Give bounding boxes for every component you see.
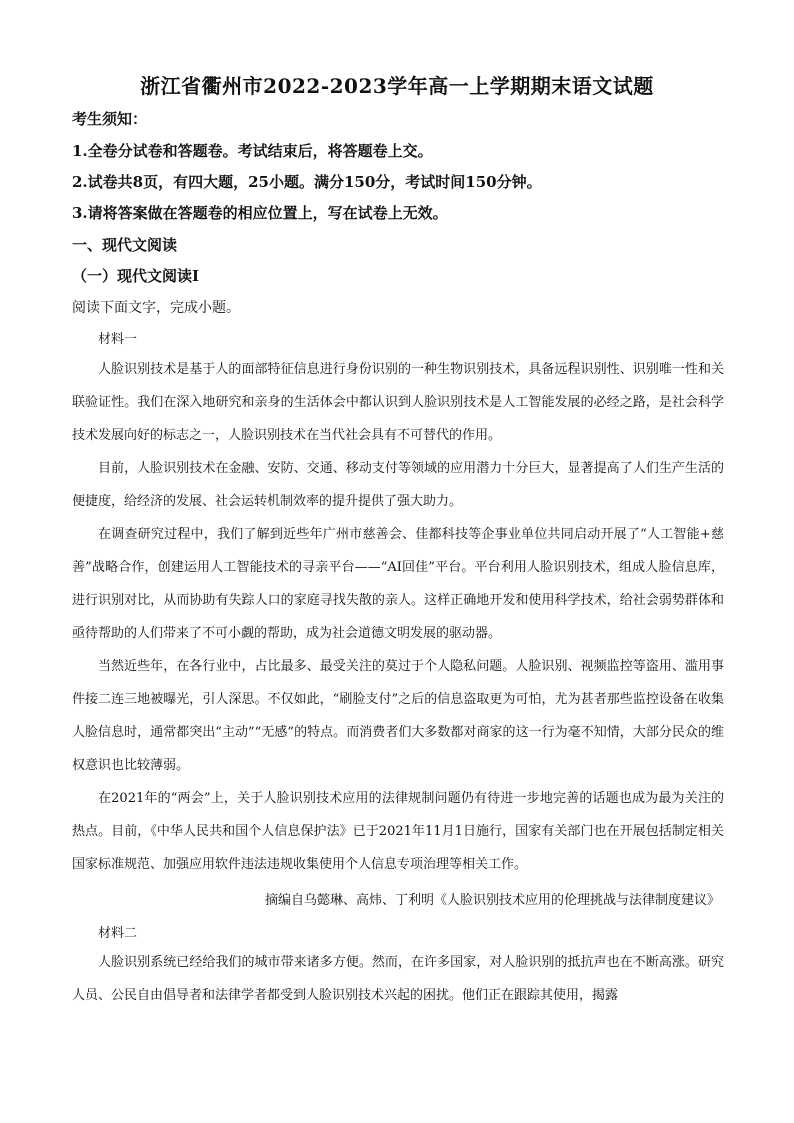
material-2-paragraph: 人脸识别系统已经给我们的城市带来诸多方便。然而，在许多国家，对人脸识别的抵抗声也在不断高涨。研究人员、公民自由倡导者和法律学者都受到人脸识别技术兴起的困扰。他们正在跟踪其使用，揭露 xyxy=(72,955,724,1003)
notice-item-3: 3.请将答案做在答题卷的相应位置上，写在试卷上无效。 xyxy=(72,204,448,222)
notice-item-1: 1.全卷分试卷和答题卷。考试结束后，将答题卷上交。 xyxy=(72,142,433,160)
material-1-paragraph: 目前，人脸识别技术在金融、安防、交通、移动支付等领域的应用潜力十分巨大，显著提高了人们生产生活的便捷度，给经济的发展、社会运转机制效率的提升提供了强大助力。 xyxy=(72,461,724,509)
page-title: 浙江省衢州市2022-2023学年高一上学期期末语文试题 xyxy=(140,74,654,98)
material-1-paragraph: 在2021年的“两会”上，关于人脸识别技术应用的法律规制问题仍有待进一步地完善的话题也成为最为关注的热点。目前，《中华人民共和国个人信息保护法》已于2021年11月1日施行，国家有关部门也在开展包括制定相关国家标准规范、加强应用软件违法违规收集使用个人信息专项治理等相关工作。 xyxy=(72,791,724,872)
material-2-label: 材料二 xyxy=(98,926,138,941)
material-1-source: 摘编自乌懿琳、高炜、丁利明《人脸识别技术应用的伦理挑战与法律制度建议》 xyxy=(264,893,720,908)
material-1-paragraph: 当然近些年，在各行业中，占比最多、最受关注的莫过于个人隐私问题。人脸识别、视频监控等盗用、滥用事件接二连三地被曝光，引人深思。不仅如此，“刷脸支付”之后的信息盗取更为可怕，尤为甚者那些监控设备在收集人脸信息时，通常都突出“主动”“无感”的特点。而消费者们大多数都对商家的这一行为毫不知情，大部分民众的维权意识也比较薄弱。 xyxy=(72,659,724,773)
section-heading: 一、现代文阅读 xyxy=(72,236,178,254)
material-1-paragraph: 人脸识别技术是基于人的面部特征信息进行身份识别的一种生物识别技术，具备远程识别性、识别唯一性和关联验证性。我们在深入地研究和亲身的生活体会中都认识到人脸识别技术是人工智能发展的必经之路，是社会科学技术发展向好的标志之一，人脸识别技术在当代社会具有不可替代的作用。 xyxy=(72,362,724,443)
notice-item-2: 2.试卷共8页，有四大题，25小题。满分150分，考试时间150分钟。 xyxy=(72,173,542,191)
subsection-heading: （一）现代文阅读Ⅰ xyxy=(72,267,200,285)
material-1-label: 材料一 xyxy=(98,332,138,347)
material-1-paragraph: 在调查研究过程中，我们了解到近些年广州市慈善会、佳都科技等企事业单位共同启动开展了“人工智能+慈善”战略合作，创建运用人工智能技术的寻亲平台——“AI回佳”平台。平台利用人脸识别技术，组成人脸信息库，进行识别对比，从而协助有失踪人口的家庭寻找失散的亲人。这样正确地开发和使用科学技术，给社会弱势群体和亟待帮助的人们带来了不可小觑的帮助，成为社会道德文明发展的驱动器。 xyxy=(72,527,724,641)
reading-instruction: 阅读下面文字，完成小题。 xyxy=(72,300,240,316)
notice-heading: 考生须知： xyxy=(72,110,148,128)
